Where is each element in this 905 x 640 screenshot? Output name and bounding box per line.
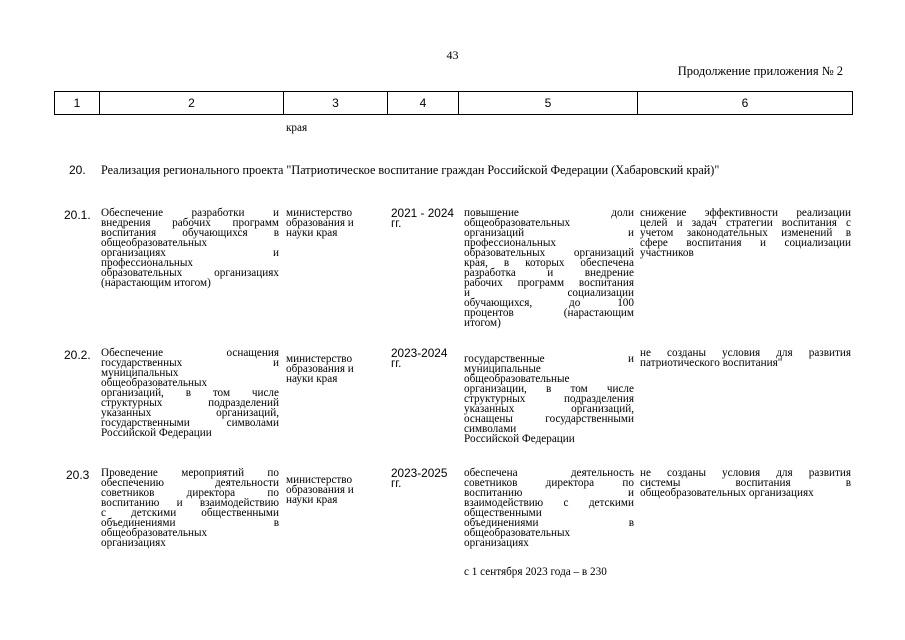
cell-line: оснащены государственными [464,413,634,425]
row-period-cell [391,208,457,228]
cell-line: профессиональных [464,237,557,249]
cell-line: указанных организаций, [101,407,279,419]
cell-line: образования и [286,484,354,496]
cell-line: науки края [286,373,338,385]
cell-line: объединениями в [101,517,279,529]
cell-line: 2023-2025 [391,466,448,480]
cell-line: муниципальных [101,367,179,379]
column-header-2: 2 [100,92,284,115]
row-number: 20.3 [66,468,90,482]
cell-line: воспитания обучающихся в [101,227,279,239]
cell-line: организации, в том числе [464,383,634,395]
cell-line: не созданы условия для развития [640,347,851,359]
cell-line: не созданы условия для развития [640,467,851,479]
cell-line: Обеспечение оснащения [101,347,279,359]
row-executor-cell [286,475,386,505]
cell-line: государственных и [101,357,279,369]
cell-line: внедрения рабочих программ [101,217,279,229]
cell-line: организаций, в том числе [101,387,279,399]
cell-line: 2021 - 2024 [391,206,454,220]
row-consequence-cell [640,208,851,258]
cell-line: снижение эффективности реализации [640,207,851,219]
cell-line: символами [464,423,517,435]
cell-line: обучающихся, до 100 [464,297,634,309]
cell-line: науки края [286,494,338,506]
row-activity-cell [101,468,279,548]
cell-line: и социализации [464,287,634,299]
cell-line: государственными символами [101,417,279,429]
cell-line: образовательных организаций [464,247,634,259]
cell-line: образовательных организациях [101,267,279,279]
cell-line: организациях [464,537,529,549]
row-executor-cell [286,208,386,238]
cell-line: общеобразовательных [464,527,571,539]
row-executor-cell [286,354,386,384]
result-extra-text: с 1 сентября 2023 года – в 230 [464,566,607,578]
cell-line: общеобразовательных [101,527,208,539]
row-period-cell [391,348,457,368]
cell-line: гг. [391,356,402,370]
cell-line: края, в которых обеспечена [464,257,634,269]
cell-line: общественными [464,507,542,519]
row-number: 20.2. [64,348,91,362]
column-header-3: 3 [284,92,388,115]
cell-line: советников директора по [101,487,279,499]
cell-line: воспитанию и взаимодействию [101,497,279,509]
cell-line: взаимодействию с детскими [464,497,634,509]
row-result-cell [464,354,634,444]
row-number: 20.1. [64,208,91,222]
cell-line: организаций и [464,227,634,239]
cell-line: Проведение мероприятий по [101,467,279,479]
row-period-cell [391,468,457,488]
cell-line: образования и [286,363,354,375]
cell-line: советников директора по [464,477,634,489]
row-result-cell [464,208,634,328]
cell-line: патриотического воспитания" [640,357,783,369]
cell-line: общеобразовательных организациях [640,487,814,499]
cell-line: министерство [286,207,353,219]
cell-line: образования и [286,217,354,229]
cell-line: государственные и [464,353,634,365]
cell-line: Российской Федерации [464,433,575,445]
row-consequence-cell [640,468,851,498]
cell-line: структурных подразделения [464,393,634,405]
cell-line: организациях [101,537,166,549]
section-title: Реализация регионального проекта "Патриотическое воспитание граждан Российской Федерации (Хабаровский край)" [101,163,720,177]
cell-line: обеспечению деятельности [101,477,279,489]
cell-line: 2023-2024 [391,346,448,360]
column-header-5: 5 [459,92,638,115]
column-header-1: 1 [55,92,100,115]
cell-line: целей и задач стратегии воспитания с [640,217,851,229]
cell-line: учетом законодательных изменений в [640,227,851,239]
column-header-row [55,92,853,115]
cell-line: министерство [286,353,353,365]
cell-line: (нарастающим итогом) [101,277,211,289]
cell-line: структурных подразделений [101,397,279,409]
cell-line: профессиональных [101,257,194,269]
section-number: 20. [69,163,86,177]
cell-line: общеобразовательные [464,373,570,385]
cell-line: науки края [286,227,338,239]
cell-line: Обеспечение разработки и [101,207,279,219]
cell-line: общеобразовательных [101,377,208,389]
cell-line: Российской Федерации [101,427,212,439]
cell-line: общеобразовательных [464,217,571,229]
cell-line: организациях и [101,247,279,259]
column-header-6: 6 [638,92,853,115]
cell-line: рабочих программ воспитания [464,277,634,289]
row-activity-cell [101,348,279,438]
cell-line: министерство [286,474,353,486]
row-result-cell [464,468,634,548]
cell-line: системы воспитания в [640,477,851,489]
page-number: 43 [446,48,459,62]
continuation-note: Продолжение приложения № 2 [677,64,843,78]
cell-line: сфере воспитания и социализации [640,237,851,249]
carryover-text: края [286,122,308,134]
cell-line: итогом) [464,317,501,329]
cell-line: муниципальные [464,363,541,375]
cell-line: обеспечена деятельность [464,467,634,479]
cell-line: участников [640,247,694,259]
cell-line: повышение доли [464,207,634,219]
cell-line: гг. [391,216,402,230]
cell-line: процентов (нарастающим [464,307,634,319]
cell-line: с детскими общественными [101,507,279,519]
cell-line: общеобразовательных [101,237,208,249]
cell-line: указанных организаций, [464,403,634,415]
cell-line: гг. [391,476,402,490]
column-header-table [54,91,853,115]
cell-line: воспитанию и [464,487,634,499]
cell-line: разработка и внедрение [464,267,634,279]
column-header-4: 4 [388,92,459,115]
row-activity-cell [101,208,279,288]
cell-line: объединениями в [464,517,634,529]
row-consequence-cell [640,348,851,368]
